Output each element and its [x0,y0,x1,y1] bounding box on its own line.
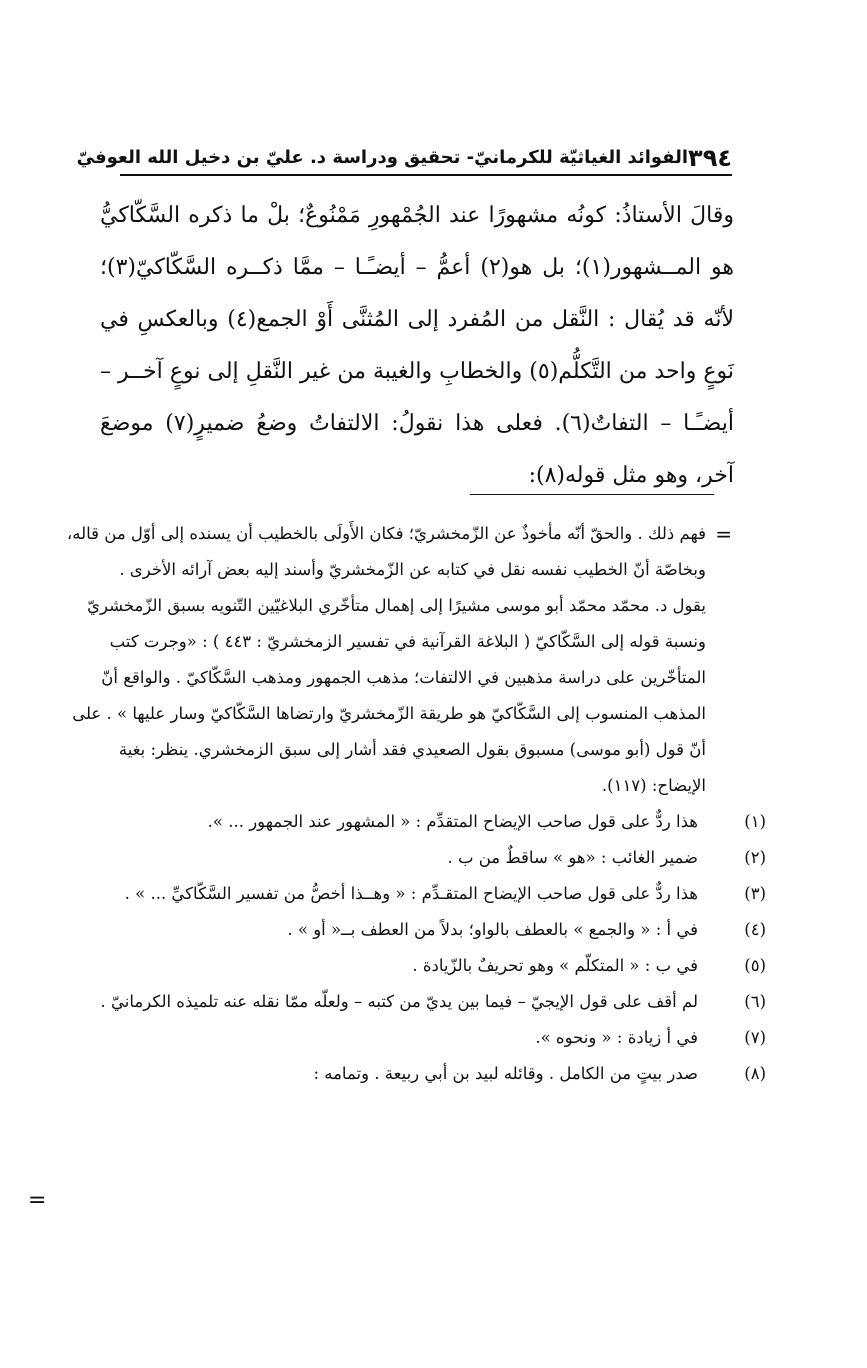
footnote [66,948,766,984]
footnote-text: صدر بيتٍ من الكامل . وقائله لبيد بن أبي ربيعة . وتمامه : [313,1064,698,1083]
footnote-number: (٣) [744,884,766,903]
footnote-text: في ب : « المتكلّم » وهو تحريفٌ بالزّيادة . [412,956,698,975]
page-header [76,138,732,176]
footnote-separator [470,494,714,495]
footnote-text: ضمير الغائب : «هو » ساقطٌ من ب . [447,848,698,867]
footnote [66,1020,766,1056]
footnote [66,912,766,948]
main-text [100,190,734,502]
footnote [66,1056,766,1092]
footnote-number: (٧) [744,1028,766,1047]
bottom-continuation-mark: = [28,1188,47,1213]
footnote-number: (٢) [744,848,766,867]
footnotes-section [66,516,766,1092]
footnote [66,876,766,912]
footnote-text: هذا ردٌّ على قول صاحب الإيضاح المتقدِّم : « المشهور عند الجمهور ... ». [207,812,698,831]
footnote [66,984,766,1020]
footnote-text: في أ زيادة : « ونحوه ». [535,1028,698,1047]
footnote-text: هذا ردٌّ على قول صاحب الإيضاح المتقـدِّم : « وهــذا أخصُّ من تفسير السَّكّاكيِّ ... » . [124,884,698,903]
footnote-number: (١) [744,812,766,831]
footnote [66,840,766,876]
footnote [66,804,766,840]
footnote-number: (٥) [744,956,766,975]
footnote-text: لم أقف على قول الإيجيّ – فيما بين يديّ من كتبه – ولعلّه ممّا نقله عنه تلميذه الكرمانيّ . [100,992,698,1011]
running-title: الفوائد الغياثيّة للكرمانيّ- تحقيق ودراسة د. عليّ بن دخيل الله العوفيّ [76,147,689,168]
page-number: ٣٩٤ [688,144,732,172]
continued-note-text: فهم ذلك . والحقّ أنّه مأخوذٌ عن الزّمخشريّ؛ فكان الأَولَى بالخطيب أن يسنده إلى أوّل من قاله، وبخاصّة أنّ الخطيب نفسه نقل في كتابه عن الزّمخشريّ وأسند إليه بعض آرائه الأخرى . [66,524,706,579]
footnote-number: (٦) [744,992,766,1011]
continuation-mark: = [715,522,732,546]
footnote-number: (٤) [744,920,766,939]
continued-note [66,516,732,588]
footnote-number: (٨) [744,1064,766,1083]
footnote-text: في أ : « والجمع » بالعطف بالواو؛ بدلاً من العطف بــ« أو » . [287,920,698,939]
main-paragraph: وقالَ الأستاذُ: كونُه مشهورًا عند الجُمْهورِ مَمْنُوعٌ؛ بلْ ما ذكره السَّكّاكيُّ هو المــشهور(١)؛ بل هو(٢) أعمُّ – أيضـًـا – ممَّا ذكــره السَّكّاكيّ(٣)؛ لأنّه قد يُقال : النَّقل من المُفرد إلى المُثنَّى أَوْ الجمع(٤) وبالعكسِ في نَوعٍ واحد من التَّكلُّم(٥) والخطابِ والغيبة من غير النَّقلِ إلى نوعٍ آخــر – أيضـًـا – التفاتٌ(٦). فعلى هذا نقولُ: الالتفاتُ وضعُ ضميرٍ(٧) موضعَ آخر، وهو مثل قوله(٨): [100,203,734,488]
quote-paragraph: يقول د. محمّد محمّد أبو موسى مشيرًا إلى إهمال متأخّري البلاغيّين التّنويه بسبق الزّمخشريّ ونسبة قوله إلى السَّكّاكيّ ( البلاغة القرآنية في تفسير الزمخشريّ : ٤٤٣ ) : «وجرت كتب المتأخّرين على دراسة مذهبين في الالتفات؛ مذهب الجمهور ومذهب السَّكّاكيّ . والواقع أنّ المذهب المنسوب إلى السَّكّاكيّ هو طريقة الزّمخشريّ وارتضاها السَّكّاكيّ وسار عليها » . على أنّ قول (أبو موسى) مسبوق بقول الصعيدي فقد أشار إلى سبق الزمخشري. ينظر: بغية الإيضاح: (١١٧). [72,596,706,795]
